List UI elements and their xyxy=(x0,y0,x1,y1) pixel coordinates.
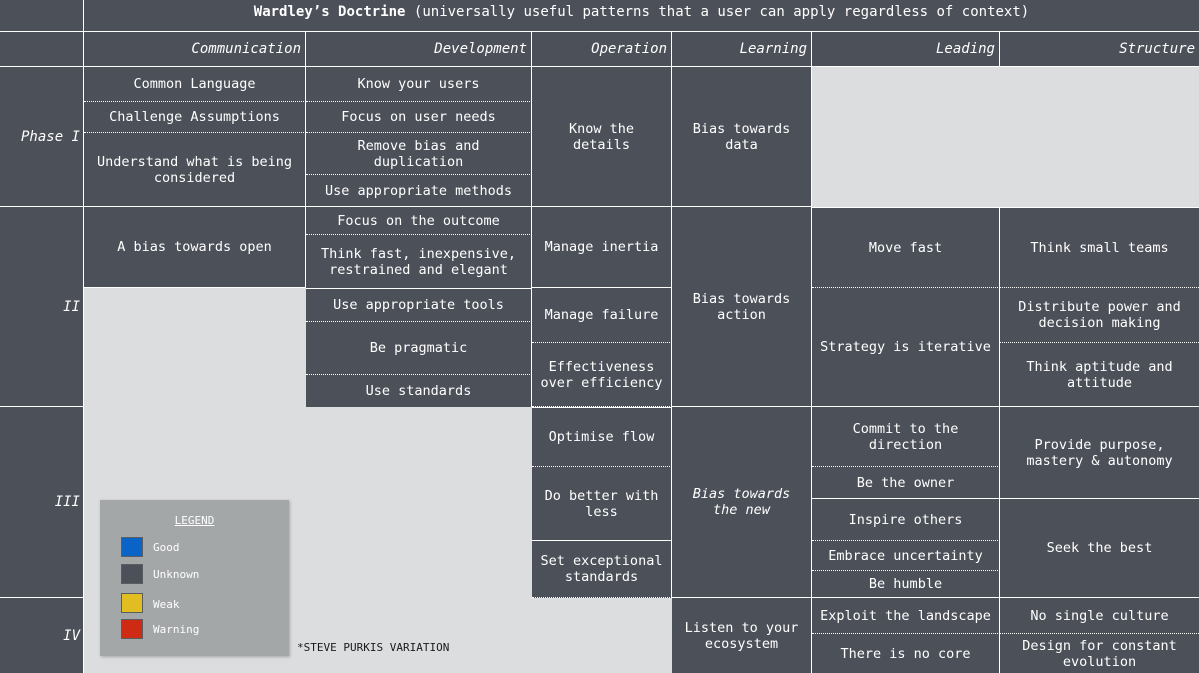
corner-cell xyxy=(0,0,84,32)
doctrine-think-fast-inexpensive: Think fast, inexpensive, restrained and elegant xyxy=(306,235,532,289)
corner-cell xyxy=(0,32,84,67)
doctrine-no-single-culture: No single culture xyxy=(1000,598,1199,634)
doctrine-bias-towards-data: Bias towards data xyxy=(672,67,812,207)
doctrine-remove-bias-duplication: Remove bias and duplication xyxy=(306,133,532,175)
doctrine-manage-inertia: Manage inertia xyxy=(532,207,672,288)
doctrine-optimise-flow: Optimise flow xyxy=(532,407,672,467)
doctrine-be-pragmatic: Be pragmatic xyxy=(306,322,532,375)
doctrine-seek-the-best: Seek the best xyxy=(1000,499,1199,598)
legend-label-weak: Weak xyxy=(153,598,180,611)
title-rest: (universally useful patterns that a user can apply regardless of context) xyxy=(405,4,1030,20)
doctrine-focus-on-user-needs: Focus on user needs xyxy=(306,102,532,133)
doctrine-distribute-power: Distribute power and decision making xyxy=(1000,288,1199,343)
variation-note: *STEVE PURKIS VARIATION xyxy=(297,641,450,654)
doctrine-embrace-uncertainty: Embrace uncertainty xyxy=(812,541,1000,571)
doctrine-bias-towards-action: Bias towards action xyxy=(672,207,812,407)
legend-panel xyxy=(100,500,289,656)
header-operation: Operation xyxy=(532,32,672,67)
phase-label-1: Phase I xyxy=(0,67,84,207)
doctrine-provide-purpose: Provide purpose, mastery & autonomy xyxy=(1000,407,1199,499)
legend-swatch-weak xyxy=(121,593,143,613)
doctrine-effectiveness-over-efficiency: Effectiveness over efficiency xyxy=(532,343,672,407)
doctrine-set-exceptional-standards: Set exceptional standards xyxy=(532,541,672,598)
doctrine-bias-towards-open: A bias towards open xyxy=(84,207,306,288)
doctrine-manage-failure: Manage failure xyxy=(532,288,672,343)
doctrine-challenge-assumptions: Challenge Assumptions xyxy=(84,102,306,133)
doctrine-exploit-landscape: Exploit the landscape xyxy=(812,598,1000,634)
doctrine-inspire-others: Inspire others xyxy=(812,499,1000,541)
doctrine-think-aptitude-attitude: Think aptitude and attitude xyxy=(1000,343,1199,407)
doctrine-bias-towards-the-new: Bias towards the new xyxy=(672,407,812,598)
header-structure: Structure xyxy=(1000,32,1199,67)
legend-swatch-warning xyxy=(121,619,143,639)
header-leading: Leading xyxy=(812,32,1000,67)
doctrine-focus-on-outcome: Focus on the outcome xyxy=(306,207,532,235)
title-bold: Wardley’s Doctrine xyxy=(253,4,406,20)
legend-title: LEGEND xyxy=(174,514,215,527)
legend-swatch-good xyxy=(121,537,143,557)
phase-label-3: III xyxy=(0,407,84,598)
phase-label-4: IV xyxy=(0,598,84,673)
legend-label-good: Good xyxy=(153,541,180,554)
doctrine-listen-to-ecosystem: Listen to your ecosystem xyxy=(672,598,812,673)
doctrine-understand-what-is-considered: Understand what is being considered xyxy=(84,133,306,207)
doctrine-know-the-details: Know the details xyxy=(532,67,672,207)
header-development: Development xyxy=(306,32,532,67)
doctrine-be-humble: Be humble xyxy=(812,571,1000,598)
doctrine-use-standards: Use standards xyxy=(306,375,532,407)
phase-label-2: II xyxy=(0,207,84,407)
doctrine-do-better-with-less: Do better with less xyxy=(532,467,672,541)
legend-swatch-unknown xyxy=(121,564,143,584)
legend-label-unknown: Unknown xyxy=(153,568,200,581)
doctrine-move-fast: Move fast xyxy=(812,207,1000,288)
doctrine-know-your-users: Know your users xyxy=(306,67,532,102)
doctrine-commit-to-direction: Commit to the direction xyxy=(812,407,1000,467)
header-learning: Learning xyxy=(672,32,812,67)
doctrine-design-for-evolution: Design for constant evolution xyxy=(1000,634,1199,673)
doctrine-there-is-no-core: There is no core xyxy=(812,634,1000,673)
legend-label-warning: Warning xyxy=(153,623,200,636)
doctrine-use-appropriate-methods: Use appropriate methods xyxy=(306,175,532,207)
doctrine-strategy-is-iterative: Strategy is iterative xyxy=(812,288,1000,407)
header-communication: Communication xyxy=(84,32,306,67)
doctrine-title xyxy=(84,0,1199,32)
doctrine-common-language: Common Language xyxy=(84,67,306,102)
doctrine-use-appropriate-tools: Use appropriate tools xyxy=(306,289,532,322)
doctrine-think-small-teams: Think small teams xyxy=(1000,207,1199,288)
doctrine-be-the-owner: Be the owner xyxy=(812,467,1000,499)
